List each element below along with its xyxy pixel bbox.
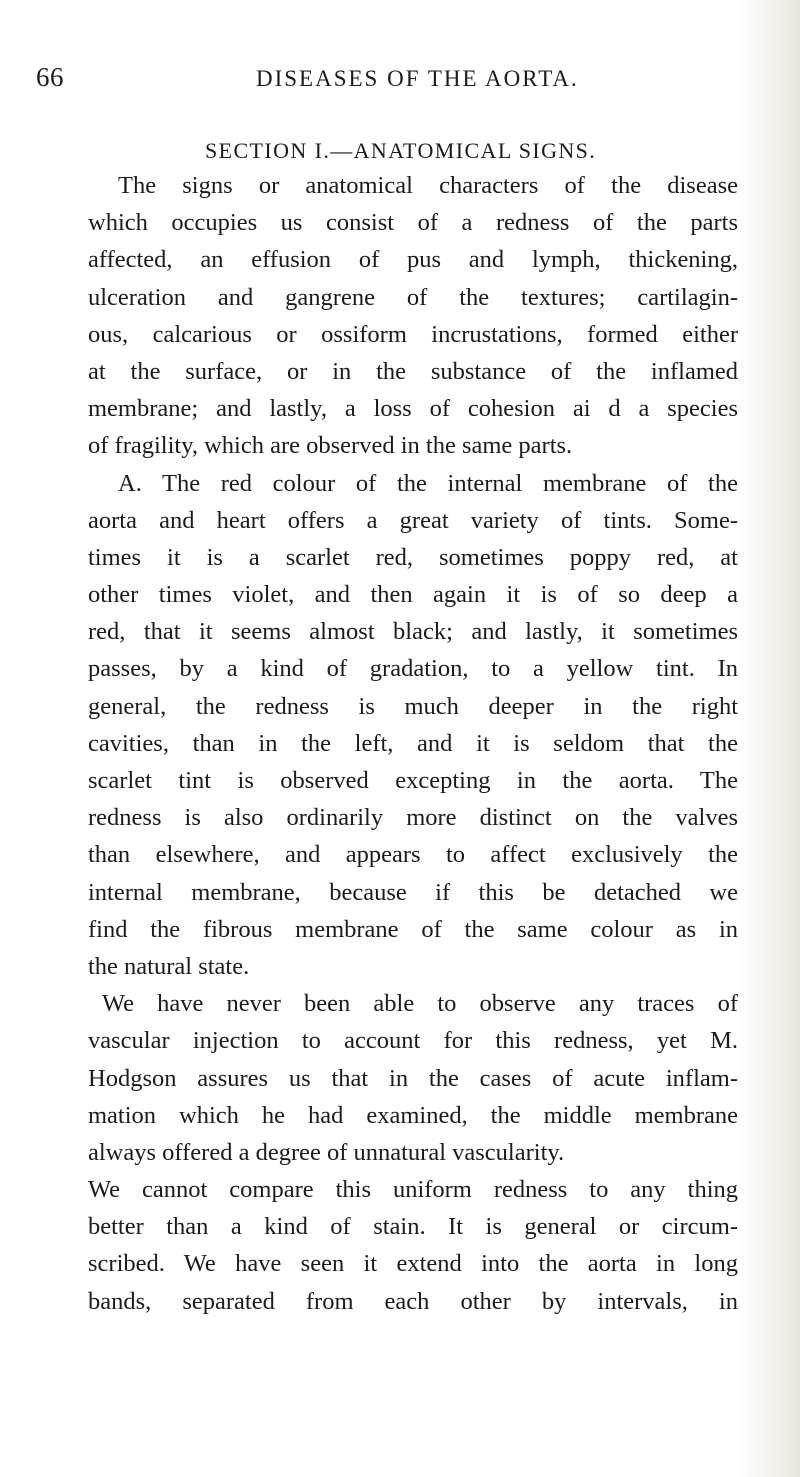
text-line: always offered a degree of unnatural vascularity. [88,1138,565,1166]
page-number: 66 [36,62,64,92]
text-line: find the fibrous membrane of the same colour as in [88,915,738,943]
text-line: which occupies us consist of a redness of the parts [88,209,738,237]
text-line: bands, separated from each other by intervals, in [88,1287,738,1315]
text-line: better than a kind of stain. It is general or circum- [88,1213,738,1241]
text-line: ulceration and gangrene of the textures; cartilagin- [88,283,738,311]
text-line: scarlet tint is observed excepting in the aorta. The [88,767,738,794]
text-line: passes, by a kind of gradation, to a yellow tint. In [88,655,738,683]
text-line: general, the redness is much deeper in the right [88,692,738,720]
text-line: membrane; and lastly, a loss of cohesion ai d a species [88,395,738,423]
text-line: A. The red colour of the internal membrane of the [118,469,738,497]
running-head: DISEASES OF THE AORTA. [256,66,579,91]
text-line: Hodgson assures us that in the cases of acute inflam- [88,1064,738,1092]
text-line: red, that it seems almost black; and lastly, it sometimes [88,618,738,646]
section-title: SECTION I.—ANATOMICAL SIGNS. [205,138,597,163]
text-line: than elsewhere, and appears to affect exclusively the [88,841,738,869]
text-line: vascular injection to account for this redness, yet M. [88,1027,738,1055]
text-line: cavities, than in the left, and it is seldom that the [88,729,738,757]
text-line: We have never been able to observe any traces of [102,990,738,1018]
text-line: ous, calcarious or ossiform incrustations, formed either [88,320,738,348]
text-line: scribed. We have seen it extend into the aorta in long [88,1250,738,1278]
text-line: of fragility, which are observed in the same parts. [88,432,573,460]
body-text [88,167,738,1320]
text-line: at the surface, or in the substance of the inflamed [88,357,738,385]
text-line: mation which he had examined, the middle membrane [88,1101,738,1129]
text-line: the natural state. [88,952,250,980]
text-line: internal membrane, because if this be detached we [88,878,738,906]
text-line: We cannot compare this uniform redness to any thing [88,1176,738,1204]
text-line: redness is also ordinarily more distinct on the valves [88,804,738,832]
text-line: The signs or anatomical characters of the disease [118,172,738,199]
text-line: aorta and heart offers a great variety of tints. Some- [88,506,738,534]
text-line: affected, an effusion of pus and lymph, thickening, [88,246,738,274]
text-line: other times violet, and then again it is of so deep a [88,581,738,609]
text-line: times it is a scarlet red, sometimes poppy red, at [88,543,738,571]
